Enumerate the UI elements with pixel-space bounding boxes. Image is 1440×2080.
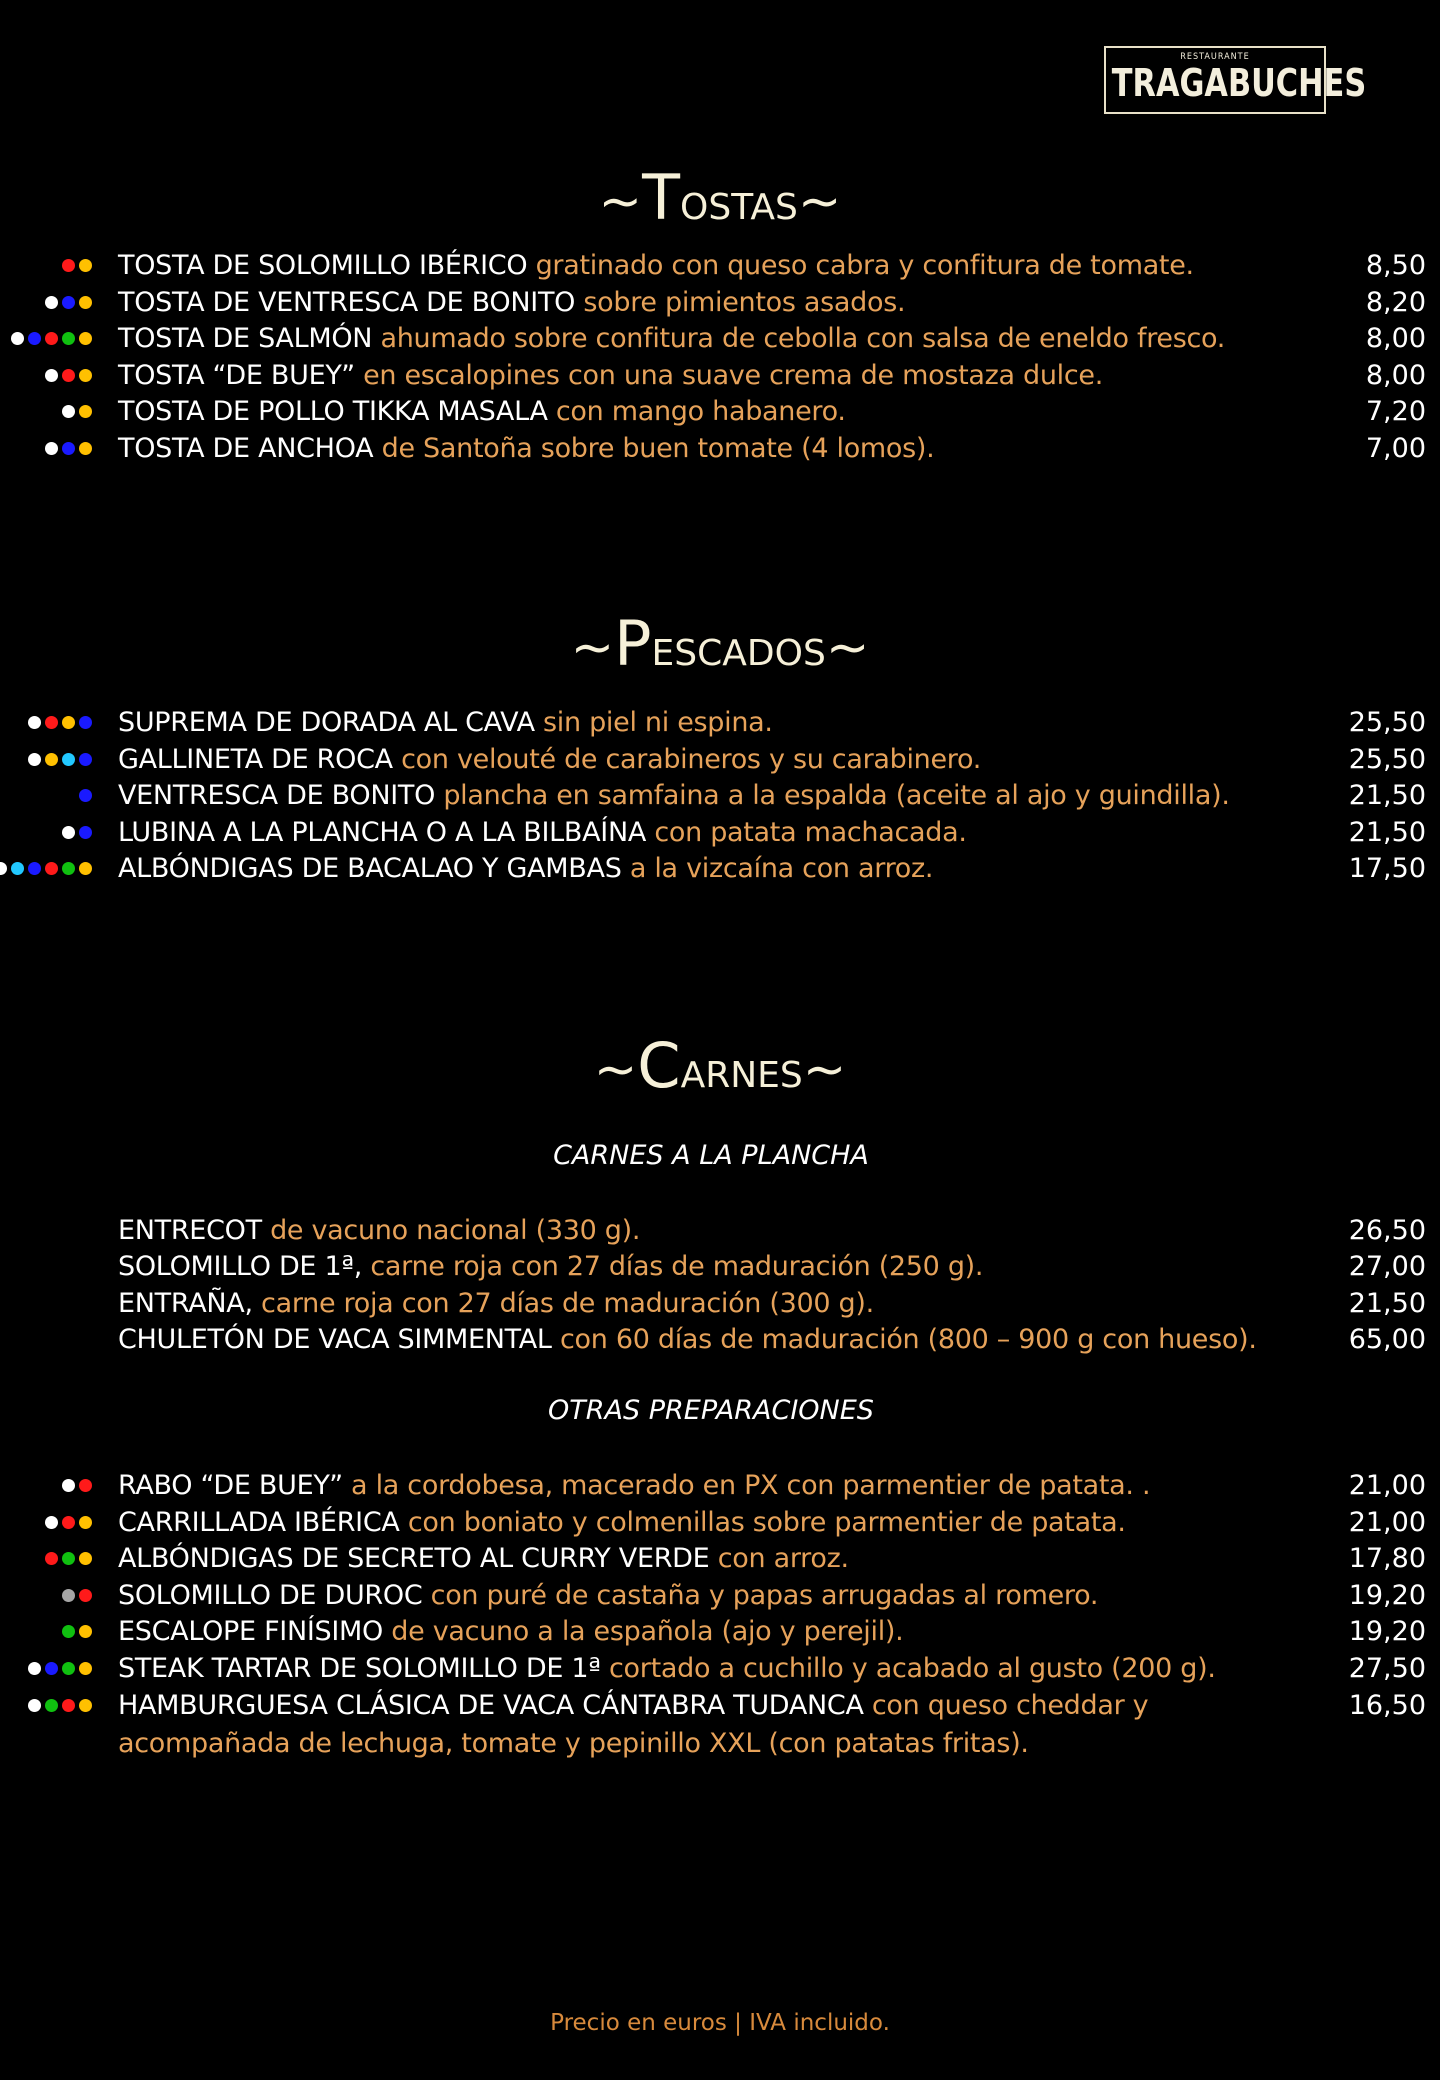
menu-item xyxy=(0,321,1440,357)
dish-price: 7,00 xyxy=(1365,433,1426,464)
menu-item-text xyxy=(118,321,1225,357)
allergen-yellow-icon xyxy=(79,1625,92,1638)
allergen-yellow-icon xyxy=(79,862,92,875)
menu-item xyxy=(0,1213,1440,1249)
allergen-red-icon xyxy=(79,1589,92,1602)
dish-description: a la cordobesa, macerado en PX con parmentier de patata. . xyxy=(342,1470,1151,1501)
dish-description: a la vizcaína con arroz. xyxy=(621,853,934,885)
allergen-icons xyxy=(62,405,92,418)
allergen-icons xyxy=(62,1479,92,1492)
menu-item-text xyxy=(118,1688,1148,1724)
dish-description: sobre pimientos asados. xyxy=(575,286,906,318)
menu-item-text xyxy=(118,1614,903,1650)
dish-name: CHULETÓN DE VACA SIMMENTAL xyxy=(118,1323,552,1355)
dish-price: 65,00 xyxy=(1348,1323,1426,1355)
allergen-icons xyxy=(62,1625,92,1638)
dish-name: ENTRAÑA, xyxy=(118,1287,253,1319)
menu-item xyxy=(0,1322,1440,1358)
dish-name: CARRILLADA IBÉRICA xyxy=(118,1506,400,1538)
dish-description: en escalopines con una suave crema de mostaza dulce. xyxy=(354,359,1104,391)
allergen-green-icon xyxy=(62,1625,75,1638)
dish-description: con 60 días de maduración (800 – 900 g con hueso). xyxy=(551,1323,1257,1355)
menu-item xyxy=(0,815,1440,851)
dish-price: 25,50 xyxy=(1348,707,1426,738)
menu-item-text xyxy=(118,248,1194,284)
menu-item-text xyxy=(118,1505,1126,1541)
dish-price: 19,20 xyxy=(1348,1579,1426,1611)
allergen-blue-icon xyxy=(28,862,41,875)
dish-description: cortado a cuchillo y acabado al gusto (200 g). xyxy=(600,1653,1216,1684)
title-rest: ostas xyxy=(680,172,798,232)
allergen-red-icon xyxy=(45,332,58,345)
allergen-icons xyxy=(28,1699,92,1712)
menu-item-text xyxy=(118,1322,1257,1358)
allergen-blue-icon xyxy=(79,789,92,802)
menu-item xyxy=(0,1468,1440,1504)
menu-item xyxy=(0,1541,1440,1577)
allergen-yellow-icon xyxy=(79,1552,92,1565)
menu-item xyxy=(0,851,1440,887)
title-tilde: ~ xyxy=(797,172,842,232)
dish-price: 8,50 xyxy=(1365,250,1426,281)
menu-item xyxy=(0,1286,1440,1322)
allergen-red-icon xyxy=(45,716,58,729)
dish-price: 17,80 xyxy=(1348,1543,1426,1575)
dish-name: ENTRECOT xyxy=(118,1215,262,1246)
allergen-cyan-icon xyxy=(11,862,24,875)
menu-item xyxy=(0,1249,1440,1285)
allergen-white-icon xyxy=(28,716,41,729)
allergen-icons xyxy=(28,1662,92,1675)
menu-item-text xyxy=(118,1726,1029,1762)
section-title-tostas xyxy=(0,161,1440,234)
section-title-pescados xyxy=(0,607,1440,680)
allergen-blue-icon xyxy=(28,332,41,345)
dish-description: ahumado sobre confitura de cebolla con salsa de eneldo fresco. xyxy=(372,323,1226,355)
dish-name: SUPREMA DE DORADA AL CAVA xyxy=(118,707,535,738)
dish-name: TOSTA DE VENTRESCA DE BONITO xyxy=(118,286,576,318)
title-rest: escados xyxy=(651,618,826,678)
dish-price: 21,00 xyxy=(1348,1470,1426,1501)
menu-item-text xyxy=(118,1213,640,1249)
allergen-white-icon xyxy=(28,1699,41,1712)
dish-price: 21,00 xyxy=(1348,1506,1426,1538)
allergen-white-icon xyxy=(45,369,58,382)
allergen-red-icon xyxy=(79,1479,92,1492)
dish-price: 19,20 xyxy=(1348,1616,1426,1648)
dish-price: 27,00 xyxy=(1348,1251,1426,1283)
allergen-yellow-icon xyxy=(79,369,92,382)
allergen-blue-icon xyxy=(79,826,92,839)
section-title-carnes xyxy=(0,1029,1440,1102)
dish-price: 21,50 xyxy=(1348,816,1426,848)
dish-name: TOSTA DE ANCHOA xyxy=(118,433,374,464)
allergen-white-icon xyxy=(45,296,58,309)
allergen-icons xyxy=(0,862,92,875)
title-tilde: ~ xyxy=(802,1040,847,1100)
menu-item-text xyxy=(118,1578,1098,1614)
menu-item-text xyxy=(118,742,981,778)
dish-name: TOSTA “DE BUEY” xyxy=(118,359,355,391)
footer-note: Precio en euros | IVA incluido. xyxy=(550,2010,890,2036)
title-tilde: ~ xyxy=(593,1040,638,1100)
title-initial: C xyxy=(637,1029,681,1102)
menu-item-continuation xyxy=(0,1726,1440,1762)
dish-description: con velouté de carabineros y su carabinero. xyxy=(392,743,982,775)
dish-name: ALBÓNDIGAS DE SECRETO AL CURRY VERDE xyxy=(118,1543,710,1575)
allergen-green-icon xyxy=(45,1699,58,1712)
title-initial: T xyxy=(642,161,680,234)
allergen-white-icon xyxy=(0,862,7,875)
dish-name: TOSTA DE POLLO TIKKA MASALA xyxy=(118,396,548,428)
allergen-green-icon xyxy=(62,1662,75,1675)
dish-price: 21,50 xyxy=(1348,1287,1426,1319)
menu-item-text xyxy=(118,1541,849,1577)
allergen-icons xyxy=(62,259,92,272)
allergen-white-icon xyxy=(62,405,75,418)
menu-item-text xyxy=(118,1286,874,1322)
menu-item-text xyxy=(118,778,1230,814)
allergen-blue-icon xyxy=(79,753,92,766)
title-tilde: ~ xyxy=(598,172,643,232)
menu-item xyxy=(0,1614,1440,1650)
allergen-green-icon xyxy=(62,1552,75,1565)
dish-description: acompañada de lechuga, tomate y pepinillo XXL (con patatas fritas). xyxy=(118,1727,1029,1759)
allergen-icons xyxy=(62,1589,92,1602)
allergen-yellow-icon xyxy=(79,1699,92,1712)
menu-item-text xyxy=(118,1468,1150,1504)
allergen-red-icon xyxy=(62,369,75,382)
allergen-cyan-icon xyxy=(62,753,75,766)
menu-item-text xyxy=(118,431,934,467)
title-tilde: ~ xyxy=(825,618,870,678)
allergen-red-icon xyxy=(62,259,75,272)
menu-item xyxy=(0,358,1440,394)
dish-name: ALBÓNDIGAS DE BACALAO Y GAMBAS xyxy=(118,853,622,885)
allergen-icons xyxy=(62,826,92,839)
allergen-blue-icon xyxy=(45,1662,58,1675)
allergen-yellow-icon xyxy=(79,1662,92,1675)
allergen-white-icon xyxy=(28,753,41,766)
menu-item-text xyxy=(118,1249,983,1285)
allergen-icons xyxy=(28,753,92,766)
dish-price: 7,20 xyxy=(1365,396,1426,428)
dish-description: con boniato y colmenillas sobre parmentier de patata. xyxy=(399,1506,1126,1538)
dish-price: 26,50 xyxy=(1348,1215,1426,1246)
allergen-icons xyxy=(11,332,92,345)
dish-name: RABO “DE BUEY” xyxy=(118,1470,343,1501)
dish-name: SOLOMILLO DE 1ª, xyxy=(118,1251,363,1283)
menu-item-text xyxy=(118,1651,1216,1687)
allergen-gray-icon xyxy=(62,1589,75,1602)
menu-item xyxy=(0,1505,1440,1541)
allergen-icons xyxy=(28,716,92,729)
dish-name: TOSTA DE SALMÓN xyxy=(118,323,373,355)
dish-description: de vacuno a la española (ajo y perejil). xyxy=(382,1616,904,1648)
dish-description: gratinado con queso cabra y confitura de tomate. xyxy=(527,250,1194,281)
menu-item xyxy=(0,742,1440,778)
allergen-green-icon xyxy=(62,332,75,345)
menu-item xyxy=(0,778,1440,814)
dish-name: HAMBURGUESA CLÁSICA DE VACA CÁNTABRA TUDANCA xyxy=(118,1689,864,1721)
allergen-blue-icon xyxy=(62,442,75,455)
allergen-yellow-icon xyxy=(79,405,92,418)
dish-description: sin piel ni espina. xyxy=(534,707,773,738)
dish-description: de vacuno nacional (330 g). xyxy=(261,1215,641,1246)
logo-title: TRAGABUCHES xyxy=(1111,61,1367,105)
dish-price: 8,00 xyxy=(1365,323,1426,355)
menu-item-text xyxy=(118,705,773,741)
dish-description: plancha en samfaina a la espalda (aceite al ajo y guindilla). xyxy=(435,780,1230,812)
allergen-icons xyxy=(45,442,92,455)
allergen-white-icon xyxy=(62,826,75,839)
subtitle-otras-preparaciones: OTRAS PREPARACIONES xyxy=(548,1395,874,1426)
menu-item xyxy=(0,1578,1440,1614)
dish-name: ESCALOPE FINÍSIMO xyxy=(118,1616,383,1648)
title-tilde: ~ xyxy=(570,618,615,678)
menu-item xyxy=(0,394,1440,430)
allergen-red-icon xyxy=(62,1699,75,1712)
dish-name: TOSTA DE SOLOMILLO IBÉRICO xyxy=(118,250,528,281)
allergen-red-icon xyxy=(62,1516,75,1529)
menu-item-text xyxy=(118,815,967,851)
menu-item-text xyxy=(118,394,846,430)
allergen-icons xyxy=(45,369,92,382)
allergen-red-icon xyxy=(45,1552,58,1565)
allergen-icons xyxy=(79,789,92,802)
dish-description: con arroz. xyxy=(709,1543,849,1575)
menu-item xyxy=(0,248,1440,284)
allergen-white-icon xyxy=(11,332,24,345)
allergen-white-icon xyxy=(45,1516,58,1529)
dish-name: VENTRESCA DE BONITO xyxy=(118,780,436,812)
menu-item xyxy=(0,705,1440,741)
dish-name: GALLINETA DE ROCA xyxy=(118,743,393,775)
allergen-yellow-icon xyxy=(79,296,92,309)
allergen-icons xyxy=(45,296,92,309)
dish-description: de Santoña sobre buen tomate (4 lomos). xyxy=(373,433,935,464)
allergen-yellow-icon xyxy=(79,442,92,455)
allergen-white-icon xyxy=(28,1662,41,1675)
dish-description: con mango habanero. xyxy=(547,396,846,428)
menu-item-text xyxy=(118,358,1103,394)
allergen-yellow-icon xyxy=(79,332,92,345)
menu-item xyxy=(0,285,1440,321)
allergen-yellow-icon xyxy=(45,753,58,766)
allergen-blue-icon xyxy=(62,296,75,309)
menu-item xyxy=(0,1651,1440,1687)
menu-item xyxy=(0,1688,1440,1724)
dish-price: 16,50 xyxy=(1348,1689,1426,1721)
title-rest: arnes xyxy=(680,1040,803,1100)
allergen-yellow-icon xyxy=(79,259,92,272)
dish-price: 8,00 xyxy=(1365,359,1426,391)
dish-description: con puré de castaña y papas arrugadas al romero. xyxy=(422,1579,1099,1611)
allergen-icons xyxy=(45,1516,92,1529)
dish-price: 17,50 xyxy=(1348,853,1426,885)
dish-price: 8,20 xyxy=(1365,286,1426,318)
dish-name: LUBINA A LA PLANCHA O A LA BILBAÍNA xyxy=(118,816,647,848)
dish-description: carne roja con 27 días de maduración (300 g). xyxy=(252,1287,874,1319)
dish-name: SOLOMILLO DE DUROC xyxy=(118,1579,423,1611)
menu-item-text xyxy=(118,851,933,887)
subtitle-carnes-plancha: CARNES A LA PLANCHA xyxy=(553,1140,869,1171)
dish-description: carne roja con 27 días de maduración (250 g). xyxy=(362,1251,984,1283)
allergen-blue-icon xyxy=(79,716,92,729)
allergen-yellow-icon xyxy=(79,1516,92,1529)
dish-price: 21,50 xyxy=(1348,780,1426,812)
allergen-white-icon xyxy=(62,1479,75,1492)
allergen-icons xyxy=(45,1552,92,1565)
dish-price: 25,50 xyxy=(1348,743,1426,775)
dish-name: STEAK TARTAR DE SOLOMILLO DE 1ª xyxy=(118,1653,601,1684)
dish-price: 27,50 xyxy=(1348,1653,1426,1684)
menu-item xyxy=(0,431,1440,467)
menu-item-text xyxy=(118,285,905,321)
restaurant-logo xyxy=(1104,46,1367,114)
allergen-white-icon xyxy=(45,442,58,455)
logo-subtitle: RESTAURANTE xyxy=(1180,52,1250,62)
dish-description: con queso cheddar y xyxy=(863,1689,1149,1721)
title-initial: P xyxy=(614,607,652,680)
allergen-yellow-icon xyxy=(62,716,75,729)
allergen-red-icon xyxy=(45,862,58,875)
allergen-green-icon xyxy=(62,862,75,875)
dish-description: con patata machacada. xyxy=(646,816,967,848)
